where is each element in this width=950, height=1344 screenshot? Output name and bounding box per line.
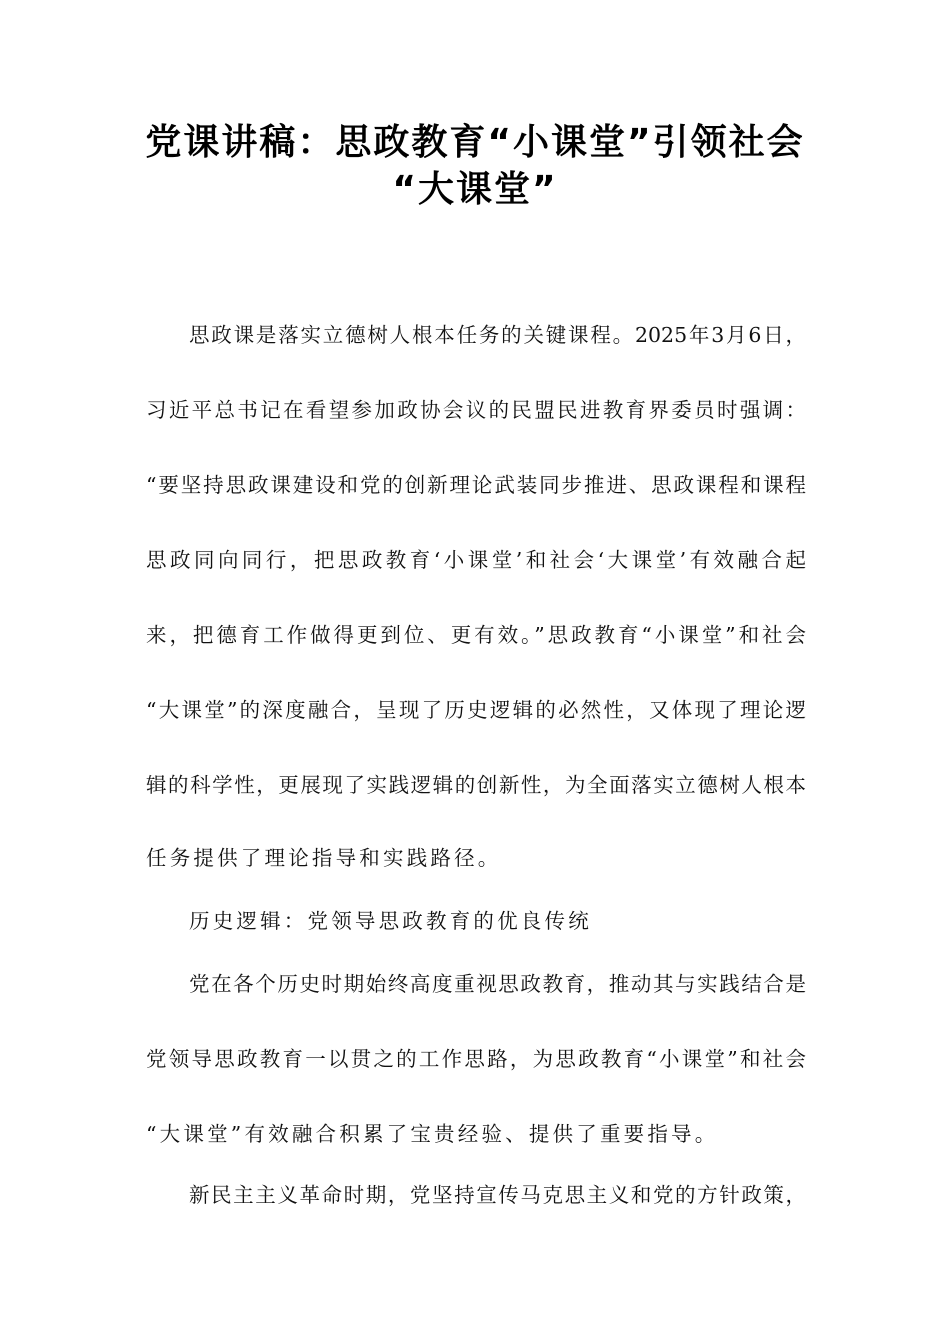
paragraph-2-line-3: “大课堂”有效融合积累了宝贵经验、提供了重要指导。 [146,1122,719,1146]
paragraph-1-line-1: 思政课是落实立德树人根本任务的关键课程。2025年3月6日， [189,323,806,347]
paragraph-1-line-6: “大课堂”的深度融合，呈现了历史逻辑的必然性，又体现了理论逻 [146,698,806,722]
section-heading: 历史逻辑：党领导思政教育的优良传统 [189,909,592,933]
paragraph-2-line-2: 党领导思政教育一以贯之的工作思路，为思政教育“小课堂”和社会 [146,1047,806,1071]
paragraph-1-line-4: 思政同向同行，把思政教育‘小课堂’和社会‘大课堂’有效融合起 [146,548,806,572]
document-title-line-1: 党课讲稿：思政教育“小课堂”引领社会 [145,122,805,163]
paragraph-3-line-1: 新民主主义革命时期，党坚持宣传马克思主义和党的方针政策， [189,1183,806,1207]
paragraph-1-line-7: 辑的科学性，更展现了实践逻辑的创新性，为全面落实立德树人根本 [146,773,806,797]
paragraph-2-line-1: 党在各个历史时期始终高度重视思政教育，推动其与实践结合是 [189,972,806,996]
paragraph-1-line-5: 来，把德育工作做得更到位、更有效。”思政教育“小课堂”和社会 [146,623,806,647]
document-title-line-2: “大课堂” [392,169,558,210]
paragraph-1-line-8: 任务提供了理论指导和实践路径。 [146,846,502,870]
paragraph-1-line-3: “要坚持思政课建设和党的创新理论武装同步推进、思政课程和课程 [146,473,806,497]
paragraph-1-line-2: 习近平总书记在看望参加政协会议的民盟民进教育界委员时强调： [146,398,806,422]
